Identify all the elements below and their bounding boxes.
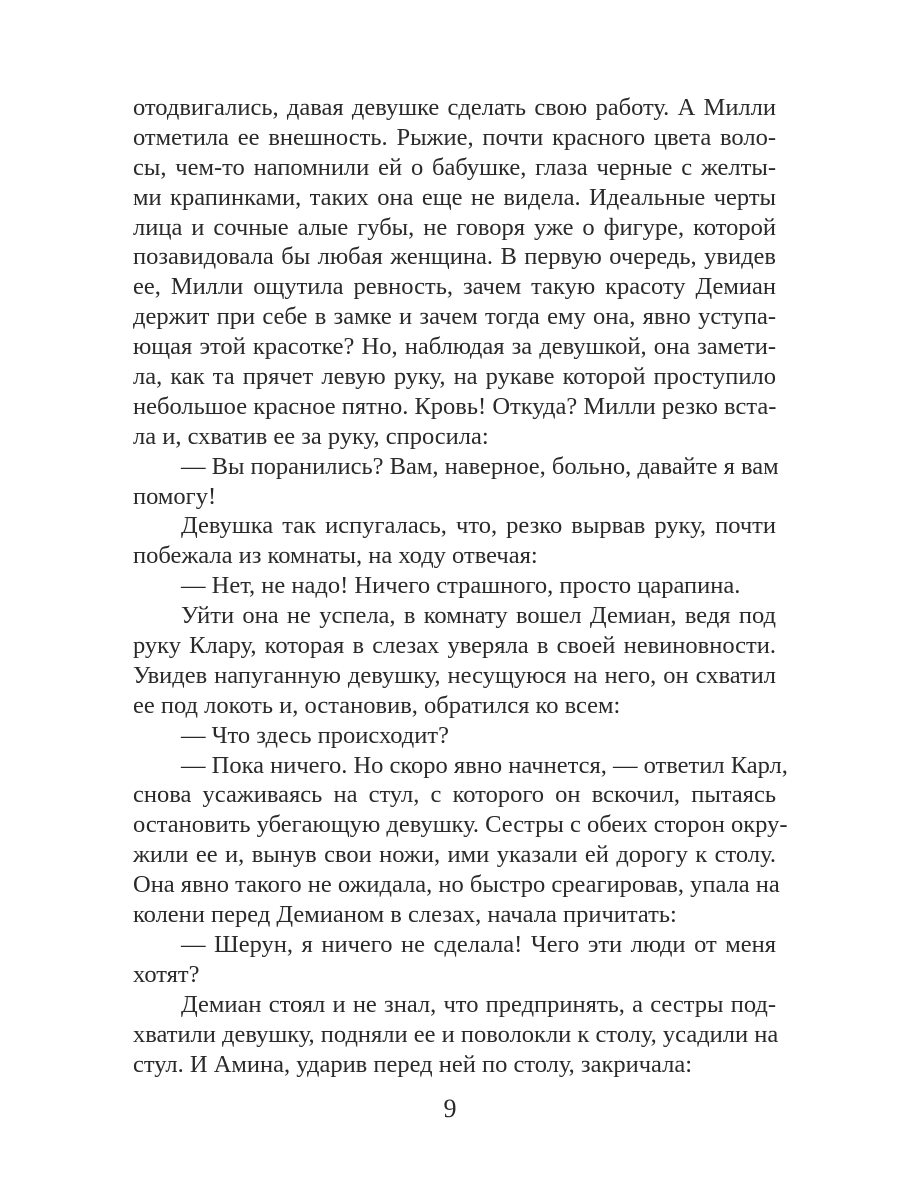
text-line: — Вы поранились? Вам, наверное, больно, давайте я вам (181, 452, 779, 480)
text-line: Девушка так испугалась, что, резко вырвав руку, почти (181, 512, 776, 540)
text-line: отметила ее внешность. Рыжие, почти красного цвета воло- (133, 123, 776, 151)
page-number: 9 (443, 1094, 457, 1123)
text-line: ла и, схватив ее за руку, спросила: (133, 422, 489, 450)
text-line: хватили девушку, подняли ее и поволокли к столу, усадили на (133, 1020, 779, 1048)
text-line: ла, как та прячет левую руку, на рукаве которой проступило (133, 363, 776, 391)
text-line: Демиан стоял и не знал, что предпринять, а сестры под- (181, 990, 776, 1018)
text-line: ми крапинками, таких она еще не видела. Идеальные черты (133, 183, 776, 211)
text-line: небольшое красное пятно. Кровь! Откуда? Милли резко вста- (133, 392, 777, 420)
text-line: побежала из комнаты, на ходу отвечая: (133, 542, 538, 570)
text-line: ее, Милли ощутила ревность, зачем такую красоту Демиан (133, 273, 776, 301)
text-line: Увидев напуганную девушку, несущуюся на него, он схватил (133, 661, 776, 689)
text-line: стул. И Амина, ударив перед ней по столу, закричала: (133, 1050, 693, 1078)
text-line: отодвигались, давая девушке сделать свою работу. А Милли (133, 94, 776, 121)
text-line: помогу! (133, 482, 217, 510)
text-line: — Шерун, я ничего не сделала! Чего эти люди от меня (181, 930, 776, 958)
text-line: — Пока ничего. Но скоро явно начнется, — ответил Карл, (181, 751, 788, 779)
page-body-text (133, 93, 788, 1079)
text-line: остановить убегающую девушку. Сестры с обеих сторон окру- (133, 811, 788, 839)
text-line: Она явно такого не ожидала, но быстро среагировав, упала на (133, 871, 780, 899)
text-line: колени перед Демианом в слезах, начала причитать: (133, 901, 677, 929)
text-line: ее под локоть и, остановив, обратился ко всем: (133, 691, 621, 719)
text-line: ющая этой красотке? Но, наблюдая за девушкой, она замети- (133, 333, 776, 361)
text-line: снова усаживаясь на стул, с которого он вскочил, пытаясь (133, 781, 776, 809)
text-line: руку Клару, которая в слезах уверяла в своей невиновности. (133, 632, 776, 660)
text-line: позавидовала бы любая женщина. В первую очередь, увидев (133, 243, 776, 271)
text-line: сы, чем-то напомнили ей о бабушке, глаза черные с желты- (133, 153, 776, 181)
text-line: — Нет, не надо! Ничего страшного, просто царапина. (181, 572, 741, 600)
text-line: жили ее и, вынув свои ножи, ими указали ей дорогу к столу. (133, 841, 776, 869)
text-line: держит при себе в замке и зачем тогда ему она, явно уступа- (133, 303, 776, 331)
text-line: лица и сочные алые губы, не говоря уже о фигуре, которой (133, 213, 776, 241)
text-line: — Что здесь происходит? (181, 721, 449, 749)
text-line: хотят? (133, 960, 200, 988)
text-line: Уйти она не успела, в комнату вошел Демиан, ведя под (181, 602, 776, 630)
